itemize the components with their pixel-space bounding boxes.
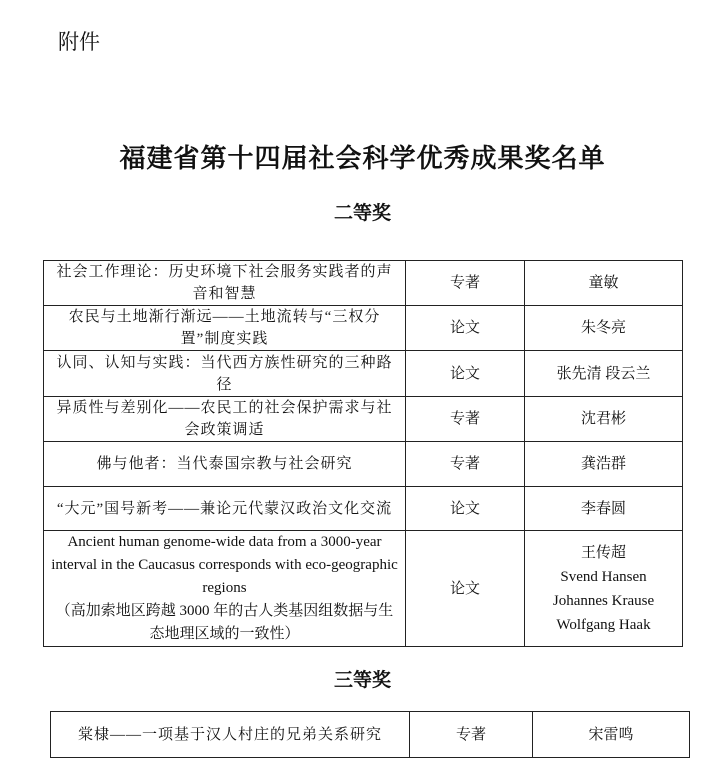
table-row xyxy=(44,442,683,487)
author: Wolfgang Haak xyxy=(556,616,651,633)
second-prize-table xyxy=(43,260,683,647)
work-authors: 龚浩群 xyxy=(525,442,683,487)
work-title: 佛与他者：当代泰国宗教与社会研究 xyxy=(44,442,406,487)
work-type: 专著 xyxy=(406,397,525,442)
work-type: 专著 xyxy=(406,442,525,487)
work-type: 论文 xyxy=(406,351,525,397)
work-title-cn: （高加索地区跨越 3000 年的古人类基因组数据与生态地理区域的一致性） xyxy=(55,603,394,642)
work-title xyxy=(44,531,406,647)
document-title: 福建省第十四届社会科学优秀成果奖名单 xyxy=(119,144,606,174)
work-title: 棠棣——一项基于汉人村庄的兄弟关系研究 xyxy=(51,712,410,758)
attachment-label: 附件 xyxy=(58,30,100,54)
work-type: 专著 xyxy=(406,261,525,306)
work-authors: 李春圆 xyxy=(525,487,683,531)
work-title: 社会工作理论：历史环境下社会服务实践者的声音和智慧 xyxy=(44,261,406,306)
work-title: 认同、认知与实践：当代西方族性研究的三种路径 xyxy=(44,351,406,397)
work-type: 论文 xyxy=(406,531,525,647)
work-authors: 朱冬亮 xyxy=(525,306,683,351)
work-authors: 宋雷鸣 xyxy=(533,712,690,758)
table-row xyxy=(44,261,683,306)
work-authors xyxy=(525,531,683,647)
work-title-en: Ancient human genome-wide data from a 3000-year interval in the Caucasus corresponds with eco-geographic regions xyxy=(51,534,398,596)
work-type: 专著 xyxy=(410,712,533,758)
table-row xyxy=(44,531,683,647)
third-prize-table xyxy=(50,711,690,758)
table-row xyxy=(51,712,690,758)
table-row xyxy=(44,397,683,442)
author: Johannes Krause xyxy=(552,592,655,609)
author: 王传超 xyxy=(580,544,626,561)
table-row xyxy=(44,306,683,351)
table-row xyxy=(44,487,683,531)
work-authors: 沈君彬 xyxy=(525,397,683,442)
third-prize-heading: 三等奖 xyxy=(333,669,391,691)
second-prize-heading: 二等奖 xyxy=(333,202,391,224)
work-type: 论文 xyxy=(406,306,525,351)
work-authors: 张先清 段云兰 xyxy=(525,351,683,397)
author: Svend Hansen xyxy=(560,568,647,585)
work-title: 农民与土地渐行渐远——土地流转与“三权分置”制度实践 xyxy=(44,306,406,351)
work-title: “大元”国号新考——兼论元代蒙汉政治文化交流 xyxy=(44,487,406,531)
work-authors: 童敏 xyxy=(525,261,683,306)
table-row xyxy=(44,351,683,397)
work-title: 异质性与差别化——农民工的社会保护需求与社会政策调适 xyxy=(44,397,406,442)
work-type: 论文 xyxy=(406,487,525,531)
